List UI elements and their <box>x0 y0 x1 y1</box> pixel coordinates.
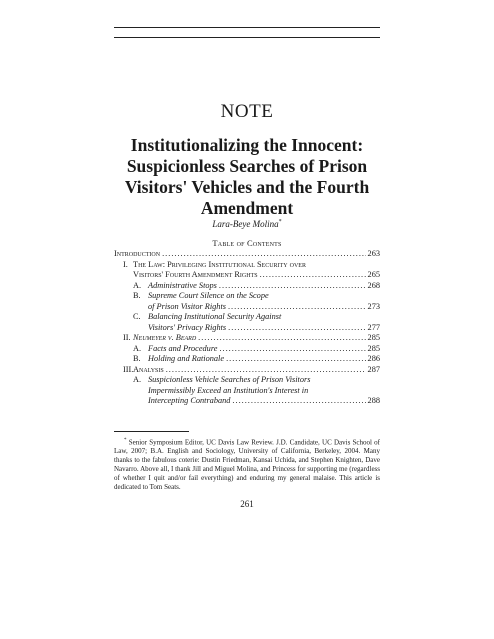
toc-page-number: 277 <box>367 322 380 332</box>
toc-entry-i-b-line1 <box>114 291 380 302</box>
toc-entry-title: Introduction <box>114 249 161 258</box>
footnote <box>114 436 380 492</box>
toc-entry-introduction <box>114 249 380 260</box>
toc-entry-title: Visitors' Fourth Amendment Rights <box>133 270 258 279</box>
toc-entry-i-line1 <box>114 260 380 271</box>
toc-page-number: 288 <box>367 396 380 405</box>
toc-entry-number: C. <box>133 312 141 321</box>
toc-page-number: 286 <box>367 354 380 363</box>
toc-entry-ii-a <box>114 344 380 355</box>
header-rule-top <box>114 27 380 28</box>
page-number: 261 <box>240 499 254 509</box>
toc-entry-title: Intercepting Contraband <box>148 396 231 405</box>
toc-entry-i-a <box>114 281 380 292</box>
toc-entry-text <box>133 354 224 365</box>
toc-leader-dots <box>219 344 365 355</box>
toc-entry-title: of Prison Visitor Rights <box>148 301 226 311</box>
toc-leader-dots <box>198 333 365 344</box>
toc-page-number: 285 <box>367 333 380 342</box>
toc-leader-dots <box>166 365 366 376</box>
toc-entry-text <box>123 365 164 376</box>
toc-entry-i-c-line1 <box>114 312 380 323</box>
toc-entry-iii-a-line2: Impermissibly Exceed an Institution's Interest in <box>148 385 309 395</box>
author-line <box>0 219 494 229</box>
toc-entry-i-b <box>114 302 380 313</box>
toc-entry-iii-a-line1 <box>114 375 380 386</box>
toc-entry-text <box>123 333 196 344</box>
footnote-text: Senior Symposium Editor, UC Davis Law Review. J.D. Candidate, UC Davis School of Law, 2007; B.A. English and Sociology, University of California, Berkeley, 2004. Many thanks to the fabulous coterie: Dustin Friedman, Kansai Uchida, and Stephen Knighten, Dave Navarro. Above all, I thank Jill and Miguel Molina, and Princess for supporting me (regardless of whether I quit and/or fail everything) and enduring my general malaise. This article is dedicated to Tom Seats. <box>114 438 381 492</box>
toc-leader-dots <box>226 354 365 365</box>
toc-entry-i <box>114 270 380 281</box>
toc-entry-number: A. <box>133 375 142 384</box>
author-footnote-mark: * <box>278 219 282 225</box>
toc-entry-number: II. <box>123 333 131 342</box>
toc-entry-title: The Law: Privileging Institutional Security over <box>133 259 306 269</box>
toc-page-number: 273 <box>367 301 380 311</box>
toc-entry-title: Holding and Rationale <box>148 354 225 363</box>
toc-page-number: 263 <box>367 249 380 258</box>
toc-page-number: 285 <box>367 343 380 353</box>
toc-leader-dots <box>228 302 366 313</box>
toc-page-number: 287 <box>367 364 380 374</box>
toc-leader-dots <box>232 396 365 407</box>
toc-entry-number: A. <box>133 343 142 353</box>
toc-entry-title: Facts and Procedure <box>148 343 218 353</box>
author-name: Lara-Beye Molina <box>212 219 279 229</box>
toc-leader-dots <box>260 270 366 281</box>
toc-entry-title: Supreme Court Silence on the Scope <box>148 291 269 300</box>
toc-entry-title: Administrative Stops <box>148 280 217 290</box>
toc-entry-text <box>133 344 217 355</box>
toc-entry-ii-b <box>114 354 380 365</box>
toc-entry-ii <box>114 333 380 344</box>
toc-page-number: 268 <box>367 280 380 290</box>
toc-entry-number: A. <box>133 280 142 290</box>
toc-entry-title: Visitors' Privacy Rights <box>148 322 227 332</box>
toc-entry-number: B. <box>133 291 141 300</box>
toc-entry-iii-a <box>114 396 380 407</box>
note-label: NOTE <box>220 101 274 122</box>
toc-page-number: 265 <box>367 270 380 279</box>
toc-entry-title: Suspicionless Vehicle Searches of Prison Visitors <box>148 375 311 384</box>
toc-entry-number: I. <box>123 259 128 269</box>
header-rule-bottom <box>114 37 380 38</box>
article-title: Institutionalizing the Innocent: Suspicionless Searches of Prison Visitors' Vehicles and the Fourth Amendment <box>124 135 370 218</box>
toc-leader-dots <box>219 281 366 292</box>
toc-entry-text <box>133 281 217 292</box>
toc-entry-iii <box>114 365 380 376</box>
toc-entry-title: Analysis <box>133 364 164 374</box>
toc-entry-number: B. <box>133 354 141 363</box>
toc-entry-title: Balancing Institutional Security Against <box>148 312 282 321</box>
toc-leader-dots <box>228 323 365 334</box>
toc-entry-title: Neumeyer v. Beard <box>133 333 197 342</box>
toc-heading: Table of Contents <box>212 238 282 248</box>
footnote-mark: * <box>124 438 127 443</box>
toc-entry-i-c <box>114 323 380 334</box>
toc-entry-number: III. <box>123 364 134 374</box>
toc-leader-dots <box>162 249 365 260</box>
table-of-contents <box>114 249 380 407</box>
footnote-separator <box>114 431 189 432</box>
